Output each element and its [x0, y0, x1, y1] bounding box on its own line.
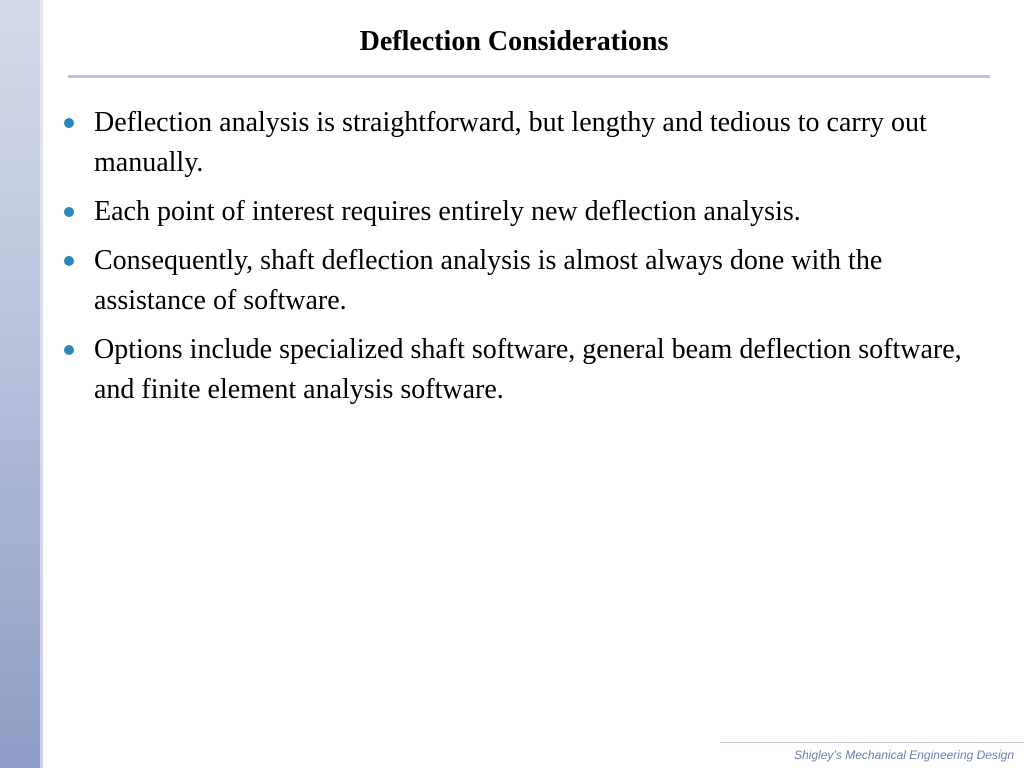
bullet-list — [62, 103, 992, 419]
left-band-edge — [40, 0, 43, 768]
bullet-text: Each point of interest requires entirely new deflection analysis. — [94, 196, 801, 227]
bullet-text: Options include specialized shaft software, general beam deflection software, and finite element analysis software. — [94, 334, 962, 405]
bullet-dot-icon — [64, 345, 74, 355]
bullet-text: Deflection analysis is straightforward, but lengthy and tedious to carry out manually. — [94, 107, 927, 178]
bullet-item — [62, 330, 992, 410]
bullet-dot-icon — [64, 118, 74, 128]
footer-rule — [720, 742, 1024, 743]
bullet-item — [62, 192, 992, 232]
bullet-item — [62, 103, 992, 183]
bullet-dot-icon — [64, 207, 74, 217]
slide-title: Deflection Considerations — [359, 26, 669, 57]
left-decorative-band — [0, 0, 40, 768]
bullet-item — [62, 241, 992, 321]
bullet-text: Consequently, shaft deflection analysis is almost always done with the assistance of software. — [94, 245, 883, 316]
bullet-dot-icon — [64, 256, 74, 266]
title-underline — [68, 75, 990, 78]
footer-text: Shigley’s Mechanical Engineering Design — [794, 748, 1014, 762]
